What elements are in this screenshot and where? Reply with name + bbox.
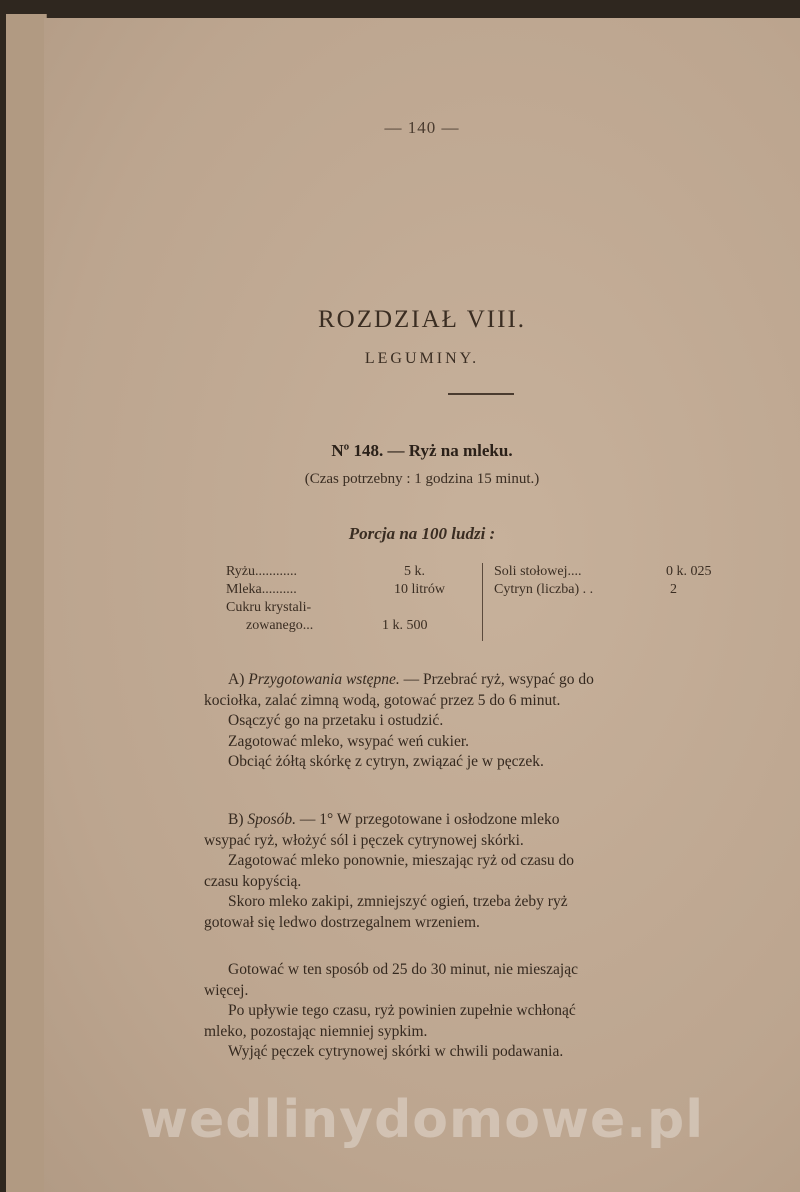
section-c [204, 960, 760, 1063]
text-line: Skoro mleko zakipi, zmniejszyć ogień, trzeba żeby ryż [228, 893, 568, 910]
text-line: gotował się ledwo dostrzegalnem wrzeniem. [204, 913, 480, 931]
watermark: wedlinydomowe.pl [139, 1090, 705, 1150]
recipe-number: Nº 148. [331, 441, 384, 460]
ingredient-amount: 0 k. 025 [666, 564, 712, 579]
recipe-title: — Ryż na mleku. [387, 441, 513, 460]
text-line: Zagotować mleko ponownie, mieszając ryż od czasu do [228, 852, 575, 869]
text-line: Obciąć żółtą skórkę z cytryn, związać je w pęczek. [228, 753, 544, 770]
ingredient-amount: 10 litrów [394, 582, 445, 597]
ingredient-name: zowanego... [246, 618, 314, 633]
section-a-heading: Przygotowania wstępne. [248, 671, 400, 688]
section-b [204, 810, 760, 933]
ingredient-name: Cytryn (liczba) . . [494, 582, 594, 597]
text-line: Po upływie tego czasu, ryż powinien zupełnie wchłonąć [228, 1002, 576, 1019]
text-line: — 1° W przegotowane i osłodzone mleko [299, 811, 560, 828]
ingredient-name: Soli stołowej.... [494, 564, 582, 579]
portion-heading: Porcja na 100 ludzi : [348, 524, 496, 543]
divider-rule [448, 393, 514, 395]
text-line: więcej. [204, 981, 249, 999]
section-a [204, 670, 760, 773]
ingredient-name: Ryżu............ [226, 564, 297, 579]
ingredient-amount: 1 k. 500 [382, 618, 428, 633]
ingredient-amount: 2 [670, 582, 677, 597]
section-b-first-line [204, 810, 760, 831]
recipe-heading [44, 441, 800, 461]
ingredient-name: Mleka.......... [226, 582, 297, 597]
text-line: mleko, pozostając niemniej sypkim. [204, 1022, 428, 1040]
ingredients-divider [482, 563, 483, 641]
text-line: wsypać ryż, włożyć sól i pęczek cytrynowej skórki. [204, 831, 524, 849]
section-a-label: A) [228, 671, 245, 688]
ingredient-name: Cukru krystali- [226, 600, 312, 615]
section-b-label: B) [228, 811, 244, 828]
text-line: kociołka, zalać zimną wodą, gotować przez 5 do 6 minut. [204, 691, 561, 709]
text-line: Wyjąć pęczek cytrynowej skórki w chwili podawania. [228, 1043, 564, 1060]
section-b-heading: Sposób. [247, 811, 297, 828]
text-line: Osączyć go na przetaku i ostudzić. [228, 712, 444, 729]
chapter-title: ROZDZIAŁ VIII. [317, 306, 527, 333]
ingredient-amount: 5 k. [404, 564, 425, 579]
section-a-first-line [204, 670, 760, 691]
text-line: Zagotować mleko, wsypać weń cukier. [228, 732, 470, 750]
recipe-time: (Czas potrzebny : 1 godzina 15 minut.) [304, 471, 540, 487]
chapter-subtitle: LEGUMINY. [364, 350, 480, 367]
text-line: Gotować w ten sposób od 25 do 30 minut, nie mieszając [228, 961, 578, 978]
text-line: czasu kopyścią. [204, 872, 302, 890]
page-number: — 140 — [384, 118, 460, 137]
book-page [44, 18, 800, 1192]
text-line: — Przebrać ryż, wsypać go do [403, 671, 594, 688]
